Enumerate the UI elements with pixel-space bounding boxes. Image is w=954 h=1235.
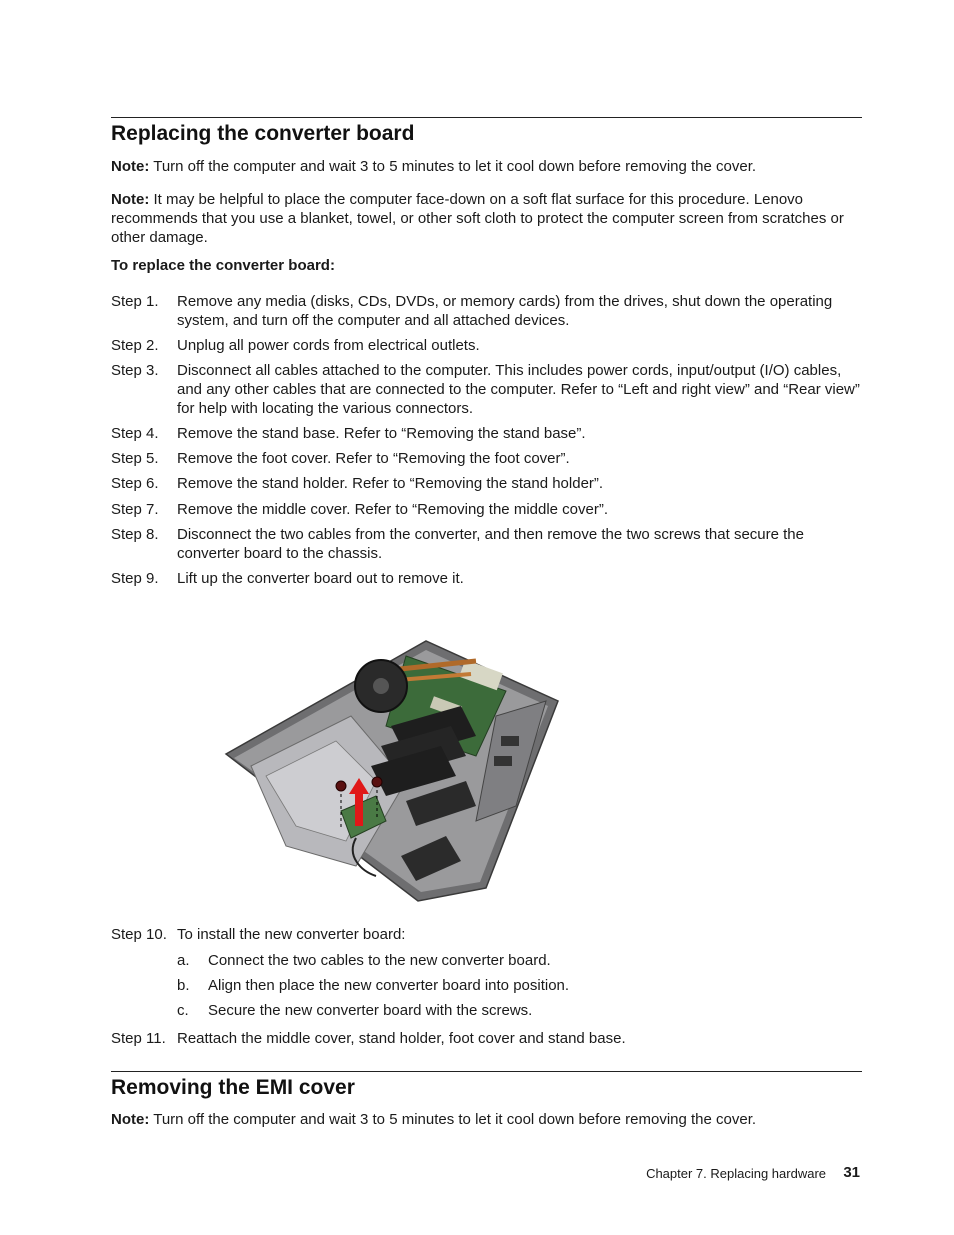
substep-text: Secure the new converter board with the screws. xyxy=(208,1002,533,1019)
note-text: Turn off the computer and wait 3 to 5 minutes to let it cool down before removing the cover. xyxy=(149,158,757,175)
step-text: Remove the foot cover. Refer to “Removing the foot cover”. xyxy=(177,450,570,467)
footer-chapter-title: Chapter 7. Replacing hardware xyxy=(646,1166,826,1181)
step-number: Step 9. xyxy=(111,570,159,587)
step-text: Remove the stand base. Refer to “Removing the stand base”. xyxy=(177,425,586,442)
note-label: Note: xyxy=(111,1111,150,1128)
section-divider-top xyxy=(111,117,862,118)
step-number: Step 3. xyxy=(111,362,159,379)
step-number: Step 6. xyxy=(111,475,159,492)
note-text: It may be helpful to place the computer face-down on a soft flat surface for this procedure. Lenovo recommends that you use a blanket, towel, or other soft cloth to protect the computer screen from scratches or other damage. xyxy=(111,191,844,246)
section-divider-emi xyxy=(111,1071,862,1072)
section-title-converter-board: Replacing the converter board xyxy=(111,122,415,145)
section-title-emi-cover: Removing the EMI cover xyxy=(111,1076,355,1099)
step-text: Reattach the middle cover, stand holder, foot cover and stand base. xyxy=(177,1030,626,1047)
step-number: Step 1. xyxy=(111,293,159,310)
step-number: Step 11. xyxy=(111,1030,166,1047)
step-number: Step 8. xyxy=(111,526,159,543)
step-number: Step 10. xyxy=(111,926,167,943)
note-label: Note: xyxy=(111,158,150,175)
note-face-down xyxy=(111,190,867,247)
step-text: Disconnect the two cables from the converter, and then remove the two screws that secure the converter board to the chassis. xyxy=(177,526,804,562)
substep-text: Align then place the new converter board into position. xyxy=(208,977,570,994)
step-number: Step 5. xyxy=(111,450,159,467)
note-text: Turn off the computer and wait 3 to 5 minutes to let it cool down before removing the cover. xyxy=(149,1111,757,1128)
step-number: Step 4. xyxy=(111,425,159,442)
step-text: Remove the middle cover. Refer to “Removing the middle cover”. xyxy=(177,501,609,518)
step-number: Step 7. xyxy=(111,501,159,518)
substep-letter: a. xyxy=(177,952,190,969)
note-emi-cool-down xyxy=(111,1110,867,1129)
step-text: Remove any media (disks, CDs, DVDs, or memory cards) from the drives, shut down the operating system, and turn off the computer and all attached devices. xyxy=(177,293,833,329)
substep-letter: b. xyxy=(177,977,190,994)
note-label: Note: xyxy=(111,191,150,208)
step-text: Unplug all power cords from electrical outlets. xyxy=(177,337,480,354)
substep-letter: c. xyxy=(177,1002,189,1019)
step-text: To install the new converter board: xyxy=(177,926,406,943)
note-cool-down xyxy=(111,157,867,176)
converter-board-removal-illustration xyxy=(176,606,643,916)
step-text: Disconnect all cables attached to the computer. This includes power cords, input/output (I/O) cables, and any other cables that are connected to the computer. Refer to “Left and right view” and “Rear view” for help with locating the various connectors. xyxy=(177,362,860,417)
step-text: Remove the stand holder. Refer to “Removing the stand holder”. xyxy=(177,475,604,492)
step-number: Step 2. xyxy=(111,337,159,354)
substep-text: Connect the two cables to the new converter board. xyxy=(208,952,551,969)
step-text: Lift up the converter board out to remove it. xyxy=(177,570,464,587)
procedure-heading: To replace the converter board: xyxy=(111,257,335,274)
page-number: 31 xyxy=(843,1164,860,1181)
